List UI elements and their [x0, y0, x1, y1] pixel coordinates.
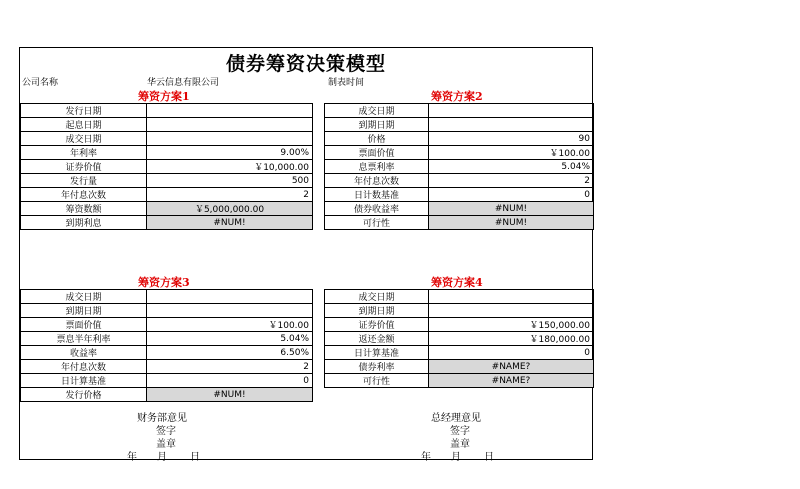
row-label: 收益率 [21, 346, 147, 360]
manager-seal: 盖章 [450, 439, 470, 450]
row-label: 起息日期 [21, 118, 147, 132]
computed-cell[interactable]: #NUM! [147, 388, 313, 402]
plan3-table [20, 289, 313, 402]
row-label: 年付息次数 [21, 188, 147, 202]
company-name[interactable]: 华云信息有限公司 [147, 78, 220, 88]
row-label: 日计数基准 [325, 188, 429, 202]
table-row [325, 132, 594, 146]
table-row [325, 304, 594, 318]
row-label: 票息半年利率 [21, 332, 147, 346]
value-cell[interactable]: 2 [429, 174, 594, 188]
value-cell[interactable] [429, 104, 594, 118]
row-label: 息票利率 [325, 160, 429, 174]
table-row [21, 374, 313, 388]
manager-sign: 签字 [450, 426, 470, 437]
table-row [325, 346, 594, 360]
table-row [325, 118, 594, 132]
value-cell[interactable] [429, 118, 594, 132]
table-row [21, 132, 313, 146]
plan2-table [324, 103, 594, 230]
computed-cell[interactable]: #NUM! [429, 202, 594, 216]
row-label: 成交日期 [21, 290, 147, 304]
table-row [21, 146, 313, 160]
table-row [21, 318, 313, 332]
row-label: 成交日期 [21, 132, 147, 146]
table-row [325, 216, 594, 230]
plan2-title: 筹资方案2 [431, 90, 483, 103]
value-cell[interactable] [147, 290, 313, 304]
row-label: 证券价值 [325, 318, 429, 332]
table-row [21, 188, 313, 202]
value-cell[interactable]: 6.50% [147, 346, 313, 360]
value-cell[interactable] [147, 132, 313, 146]
table-row [325, 188, 594, 202]
value-cell[interactable]: 5.04% [147, 332, 313, 346]
table-row [325, 360, 594, 374]
row-label: 年付息次数 [21, 360, 147, 374]
row-label: 债券利率 [325, 360, 429, 374]
row-label: 证券价值 [21, 160, 147, 174]
row-label: 日计算基准 [21, 374, 147, 388]
finance-opinion: 财务部意见 [137, 413, 187, 424]
table-row [325, 374, 594, 388]
computed-cell[interactable]: #NUM! [429, 216, 594, 230]
row-label: 日计算基准 [325, 346, 429, 360]
row-label: 成交日期 [325, 290, 429, 304]
table-row [21, 216, 313, 230]
table-row [21, 174, 313, 188]
date-label: 制表时间 [328, 78, 365, 88]
value-cell[interactable] [147, 118, 313, 132]
row-label: 到期日期 [325, 304, 429, 318]
page-title: 债券筹资决策模型 [225, 53, 386, 75]
row-label: 成交日期 [325, 104, 429, 118]
value-cell[interactable] [429, 304, 594, 318]
value-cell[interactable]: 90 [429, 132, 594, 146]
finance-sign: 签字 [156, 426, 176, 437]
value-cell[interactable]: 0 [147, 374, 313, 388]
row-label: 票面价值 [21, 318, 147, 332]
computed-cell[interactable]: #NAME? [429, 374, 594, 388]
value-cell[interactable] [147, 304, 313, 318]
sheet [19, 47, 593, 463]
manager-day: 日 [484, 452, 494, 463]
value-cell[interactable]: 0 [429, 188, 594, 202]
table-row [325, 174, 594, 188]
table-row [21, 332, 313, 346]
finance-seal: 盖章 [156, 439, 176, 450]
row-label: 到期利息 [21, 216, 147, 230]
table-row [325, 202, 594, 216]
value-cell[interactable]: ￥100.00 [147, 318, 313, 332]
row-label: 年付息次数 [325, 174, 429, 188]
table-row [21, 118, 313, 132]
finance-year: 年 [127, 452, 137, 463]
row-label: 票面价值 [325, 146, 429, 160]
value-cell[interactable]: 2 [147, 360, 313, 374]
computed-cell[interactable]: #NAME? [429, 360, 594, 374]
table-row [21, 160, 313, 174]
value-cell[interactable]: 500 [147, 174, 313, 188]
row-label: 到期日期 [21, 304, 147, 318]
value-cell[interactable]: ￥100.00 [429, 146, 594, 160]
value-cell[interactable]: ￥150,000.00 [429, 318, 594, 332]
table-row [21, 304, 313, 318]
row-label: 发行价格 [21, 388, 147, 402]
table-row [21, 290, 313, 304]
plan4-table [324, 289, 594, 388]
table-row [21, 104, 313, 118]
row-label: 价格 [325, 132, 429, 146]
manager-opinion: 总经理意见 [431, 413, 481, 424]
table-row [325, 146, 594, 160]
value-cell[interactable]: 5.04% [429, 160, 594, 174]
plan3-title: 筹资方案3 [138, 276, 190, 289]
value-cell[interactable] [429, 290, 594, 304]
row-label: 发行量 [21, 174, 147, 188]
row-label: 可行性 [325, 216, 429, 230]
row-label: 可行性 [325, 374, 429, 388]
manager-month: 月 [451, 452, 461, 463]
row-label: 返还金额 [325, 332, 429, 346]
table-row [21, 202, 313, 216]
value-cell[interactable]: 0 [429, 346, 594, 360]
plan1-table [20, 103, 313, 230]
plan1-title: 筹资方案1 [138, 90, 190, 103]
table-row [21, 346, 313, 360]
company-label: 公司名称 [22, 78, 59, 88]
value-cell[interactable]: 9.00% [147, 146, 313, 160]
table-row [21, 360, 313, 374]
table-row [325, 160, 594, 174]
value-cell[interactable]: ￥10,000.00 [147, 160, 313, 174]
row-label: 年利率 [21, 146, 147, 160]
table-row [325, 318, 594, 332]
row-label: 筹资数额 [21, 202, 147, 216]
table-row [325, 104, 594, 118]
row-label: 到期日期 [325, 118, 429, 132]
row-label: 发行日期 [21, 104, 147, 118]
plan4-title: 筹资方案4 [431, 276, 483, 289]
value-cell[interactable]: ￥180,000.00 [429, 332, 594, 346]
finance-month: 月 [157, 452, 167, 463]
table-row [325, 290, 594, 304]
value-cell[interactable] [147, 104, 313, 118]
manager-year: 年 [421, 452, 431, 463]
row-label: 债券收益率 [325, 202, 429, 216]
table-row [325, 332, 594, 346]
value-cell[interactable]: 2 [147, 188, 313, 202]
computed-cell[interactable]: #NUM! [147, 216, 313, 230]
table-row [21, 388, 313, 402]
finance-day: 日 [190, 452, 200, 463]
computed-cell[interactable]: ￥5,000,000.00 [147, 202, 313, 216]
